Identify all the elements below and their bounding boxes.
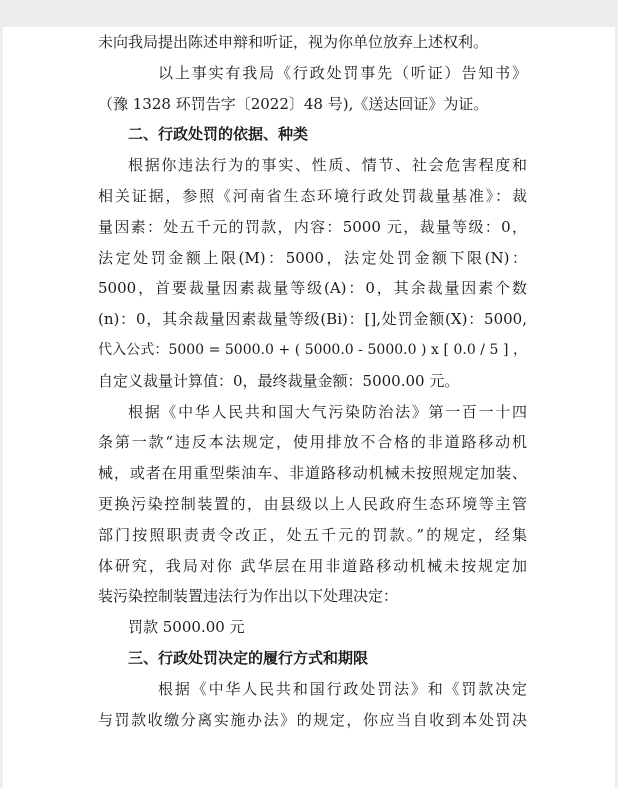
paragraph-line: 械，或者在用重型柴油车、非道路移动机械未按照规定加装、 [98, 464, 527, 483]
fine-amount: 罚款 5000.00 元 [128, 618, 245, 637]
paragraph-line: 条第一款“违反本法规定，使用排放不合格的非道路移动机 [98, 433, 527, 452]
paragraph-line: 量因素：处五千元的罚款，内容：5000 元，裁量等级：0， [98, 217, 527, 236]
paragraph-line: 部门按照职责责令改正，处五千元的罚款。”的规定，经集 [98, 525, 527, 544]
paragraph-line: 5000，首要裁量因素裁量等级(A)：0，其余裁量因素个数 [98, 279, 527, 298]
paragraph-line: 与罚款收缴分离实施办法》的规定，你应当自收到本处罚决 [98, 710, 527, 729]
paragraph-line: 根据《中华人民共和国大气污染防治法》第一百一十四 [128, 402, 527, 421]
paragraph-line: 更换污染控制装置的，由县级以上人民政府生态环境等主管 [98, 494, 527, 513]
paragraph-line: （豫 1328 环罚告字〔2022〕48 号),《送达回证》为证。 [98, 94, 489, 113]
paragraph-line: 自定义裁量计算值：0，最终裁量金额：5000.00 元。 [98, 371, 460, 390]
paragraph-line: 未向我局提出陈述申辩和听证，视为你单位放弃上述权利。 [98, 33, 489, 51]
paragraph-line: (n)：0，其余裁量因素裁量等级(Bi)：[],处罚金额(X)：5000, [98, 310, 527, 329]
paragraph-line: 相关证据，参照《河南省生态环境行政处罚裁量基准》：裁 [98, 186, 527, 205]
document-page [3, 27, 615, 788]
paragraph-line: 法定处罚金额上限(M)：5000，法定处罚金额下限(N)： [98, 248, 527, 267]
section-heading-execution: 三、行政处罚决定的履行方式和期限 [128, 648, 369, 667]
paragraph-line: 根据你违法行为的事实、性质、情节、社会危害程度和 [128, 156, 527, 175]
section-heading-basis: 二、行政处罚的依据、种类 [128, 125, 309, 144]
paragraph-line: 根据《中华人民共和国行政处罚法》和《罚款决定 [158, 679, 527, 698]
paragraph-line: 代入公式：5000 = 5000.0 + ( 5000.0 - 5000.0 ) x [ 0.0 / 5 ] ， [98, 341, 527, 358]
paragraph-line: 体研究，我局对你 武华层在用非道路移动机械未按规定加 [98, 556, 527, 575]
paragraph-line: 装污染控制装置违法行为作出以下处理决定： [98, 587, 399, 606]
paragraph-line: 以上事实有我局《行政处罚事先（听证）告知书》 [158, 63, 527, 82]
